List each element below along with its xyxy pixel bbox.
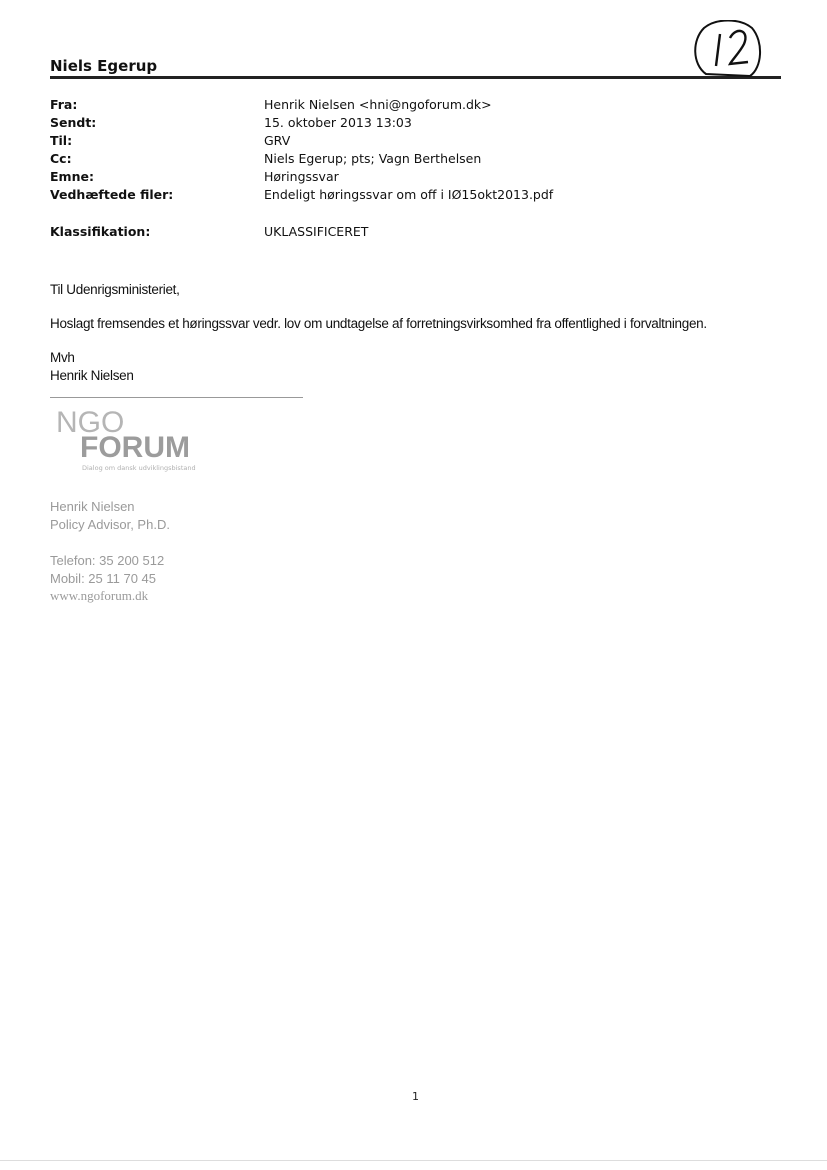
meta-label-cc: Cc: <box>50 151 72 166</box>
signature-divider <box>50 397 303 398</box>
page-owner: Niels Egerup <box>50 57 158 75</box>
bottom-divider <box>0 1160 827 1161</box>
meta-value-classification: UKLASSIFICERET <box>264 224 369 239</box>
signature-phone: Telefon: 35 200 512 <box>50 553 165 568</box>
meta-value-cc: Niels Egerup; pts; Vagn Berthelsen <box>264 151 482 166</box>
meta-value-attachments: Endeligt høringssvar om off i IØ15okt2013.pdf <box>264 187 554 202</box>
logo-text-ngo: NGO <box>56 406 125 439</box>
meta-label-sent: Sendt: <box>50 115 97 130</box>
body-greeting: Til Udenrigsministeriet, <box>50 282 180 297</box>
ngo-forum-logo <box>50 402 250 474</box>
logo-tagline: Dialog om dansk udviklingsbistand <box>82 464 196 472</box>
signature-website-row <box>50 588 148 604</box>
meta-label-from: Fra: <box>50 97 78 112</box>
header-divider <box>50 76 781 79</box>
meta-label-to: Til: <box>50 133 73 148</box>
meta-value-sent: 15. oktober 2013 13:03 <box>264 115 412 130</box>
meta-label-classification: Klassifikation: <box>50 224 151 239</box>
meta-label-attachments: Vedhæftede filer: <box>50 187 174 202</box>
meta-value-to: GRV <box>264 133 291 148</box>
logo-text-forum: FORUM <box>80 431 190 464</box>
meta-label-subject: Emne: <box>50 169 94 184</box>
body-closing: Mvh <box>50 350 75 365</box>
page-number: 1 <box>412 1090 419 1103</box>
signature-title: Policy Advisor, Ph.D. <box>50 517 170 532</box>
meta-value-subject: Høringssvar <box>264 169 339 184</box>
signature-name: Henrik Nielsen <box>50 499 135 514</box>
body-sender: Henrik Nielsen <box>50 368 134 383</box>
body-paragraph: Hoslagt fremsendes et høringssvar vedr. lov om undtagelse af forretningsvirksomhed fra offentlighed i forvaltningen. <box>50 316 707 331</box>
handwritten-page-stamp <box>690 20 764 78</box>
signature-mobile: Mobil: 25 11 70 45 <box>50 571 156 586</box>
meta-value-from: Henrik Nielsen <hni@ngoforum.dk> <box>264 97 492 112</box>
signature-website-link[interactable]: www.ngoforum.dk <box>50 588 149 603</box>
